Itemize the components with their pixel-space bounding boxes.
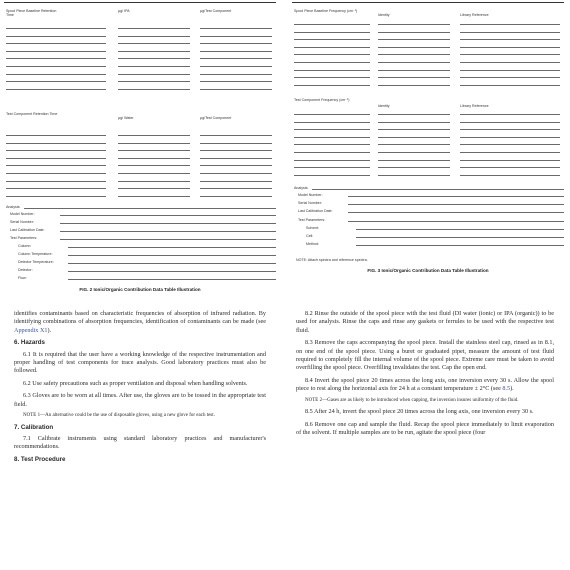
form-rule-line (6, 158, 106, 159)
form-rule-line (200, 89, 272, 90)
form-rule-line (118, 196, 190, 197)
form-rule-line (6, 81, 106, 82)
note-2: NOTE 2—Gases are as likely to be introduced when capping, the inversion insures uniformity of the fluid. (305, 397, 519, 403)
left-analysis-label: Analysis: (6, 205, 21, 209)
form-rule-line (6, 28, 106, 29)
field-rule-line (68, 255, 276, 256)
form-rule-line (118, 150, 190, 151)
form-rule-line (118, 143, 190, 144)
field-label: Detector Temperature: (18, 260, 54, 264)
field-label: Detector: (18, 268, 33, 272)
form-rule-line (460, 129, 560, 130)
form-rule-line (200, 28, 272, 29)
form-rule-line (378, 70, 450, 71)
form-rule-line (378, 62, 450, 63)
para-6-2: 6.2 Use safety precautions such as proper ventilation and disposal when handling solvents. (23, 379, 248, 387)
para-8-5: 8.5 After 24 h, invert the spool piece 20 times across the long axis, one inversion every 30 s. (305, 408, 534, 416)
form-rule-line (460, 167, 560, 168)
right-bottom-header-2: Identity (378, 104, 390, 108)
field-rule-line (348, 196, 564, 197)
form-rule-line (294, 114, 370, 115)
form-rule-line (118, 188, 190, 189)
field-label: Test Parameters: (10, 236, 38, 240)
para-8-3: 8.3 Remove the caps accompanying the spool piece. Install the stainless steel cap, rinsed as in 8.1, on one end of the spool piece. Using a buret or graduated pipet, measure the amount of test fluid required to completely fill the internal volume of the spool piece. Extreme care must be taken to avoid overfilling the spool piece. Overfilling invalidates the test. Cap the open end. (296, 339, 554, 372)
form-rule-line (378, 137, 450, 138)
right-note: NOTE: Attach spectra and reference spectra. (296, 258, 368, 262)
form-rule-line (6, 36, 106, 37)
form-rule-line (294, 167, 370, 168)
form-rule-line (6, 181, 106, 182)
form-rule-line (200, 36, 272, 37)
left-top-header-2: µg/ IPA (118, 9, 130, 13)
para-6-3: 6.3 Gloves are to be worn at all times. After use, the gloves are to be tossed in the appropriate test field. (14, 392, 266, 408)
form-rule-line (460, 85, 560, 86)
form-rule-line (200, 188, 272, 189)
para-7-1: 7.1 Calibrate instruments using standard laboratory practices and manufacturer's recommendations. (14, 435, 266, 451)
form-rule-line (200, 66, 272, 67)
form-rule-line (378, 39, 450, 40)
field-label: Serial Number: (10, 220, 34, 224)
form-rule-line (378, 47, 450, 48)
form-rule-line (6, 66, 106, 67)
field-rule-line (60, 231, 276, 232)
form-rule-line (378, 85, 450, 86)
form-rule-line (460, 39, 560, 40)
form-rule-line (378, 77, 450, 78)
field-rule-line (356, 245, 564, 246)
form-rule-line (200, 181, 272, 182)
form-rule-line (118, 158, 190, 159)
form-rule-line (460, 175, 560, 176)
right-form (288, 0, 570, 300)
form-rule-line (294, 54, 370, 55)
field-rule-line (356, 237, 564, 238)
form-rule-line (378, 122, 450, 123)
intro-paragraph: identifies contaminants based on characteristic frequencies of absorption of infrared radiation. By identifying combinations of absorption frequencies, identification of contaminants can be made (see Appendix X1). (14, 310, 266, 334)
form-rule-line (200, 150, 272, 151)
form-rule-line (118, 81, 190, 82)
form-rule-line (294, 32, 370, 33)
form-rule-line (6, 58, 106, 59)
right-body-text (296, 310, 554, 441)
form-rule-line (118, 74, 190, 75)
form-rule-line (294, 160, 370, 161)
para-8-6: 8.6 Remove one cap and sample the fluid. Recap the spool piece immediately to limit evaporation of the solvent. If multiple samples are to be run, agitate the spool piece (four (296, 420, 554, 437)
form-rule-line (294, 39, 370, 40)
form-rule-line (460, 114, 560, 115)
field-rule-line (60, 215, 276, 216)
form-rule-line (200, 143, 272, 144)
form-rule-line (200, 58, 272, 59)
field-rule-line (348, 204, 564, 205)
form-rule-line (200, 135, 272, 136)
right-top-header-1: Spool Piece Baseline Frequency (cm⁻¹) (294, 9, 358, 13)
form-rule-line (294, 24, 370, 25)
form-rule-line (460, 160, 560, 161)
right-figure-caption: FIG. 3 Ionic/Organic Contribution Data Table Illustration (367, 268, 489, 273)
form-rule-line (378, 167, 450, 168)
form-rule-line (378, 114, 450, 115)
left-figure-caption: FIG. 2 Ionic/Organic Contribution Data Table Illustration (79, 287, 201, 292)
form-rule-line (118, 89, 190, 90)
form-rule-line (460, 77, 560, 78)
para-8-4: 8.4 Invert the spool piece 20 times across the long axis, one inversion every 30 s. Allow the spool piece to rest along the horizontal axis for 24 h at a constant temperature ± 2°C (see 8.5). (296, 376, 554, 393)
form-rule-line (6, 143, 106, 144)
form-rule-line (378, 175, 450, 176)
field-rule-line (356, 229, 564, 230)
form-rule-line (118, 135, 190, 136)
form-rule-line (378, 54, 450, 55)
section-7-heading: 7. Calibration (14, 423, 54, 431)
form-rule-line (200, 165, 272, 166)
form-rule-line (118, 36, 190, 37)
form-rule-line (294, 77, 370, 78)
form-rule-line (460, 32, 560, 33)
left-bottom-header-1: Test Component Retention Time (6, 112, 58, 116)
form-rule-line (200, 51, 272, 52)
form-rule-line (6, 188, 106, 189)
form-rule-line (294, 85, 370, 86)
section-8-5-link[interactable]: 8.5 (502, 385, 511, 393)
form-rule-line (378, 129, 450, 130)
field-label: Column Temperature: (18, 252, 53, 256)
form-rule-line (378, 152, 450, 153)
form-rule-line (118, 51, 190, 52)
para-6-1: 6.1 It is required that the user have a working knowledge of the respective instrumentation and proper handling of test components for trace analysis. Good laboratory practices must also be followed. (14, 350, 266, 375)
field-label: Solvent: (306, 225, 319, 230)
field-label: Test Parameters: (298, 217, 326, 222)
form-rule-line (200, 43, 272, 44)
form-rule-line (460, 70, 560, 71)
right-top-header-3: Library Reference (460, 13, 489, 17)
form-rule-line (200, 81, 272, 82)
field-rule-line (68, 271, 276, 272)
field-label: Column: (18, 244, 32, 248)
form-rule-line (6, 173, 106, 174)
form-rule-line (460, 54, 560, 55)
form-rule-line (118, 173, 190, 174)
form-rule-line (200, 196, 272, 197)
field-rule-line (60, 223, 276, 224)
form-rule-line (118, 165, 190, 166)
form-rule-line (118, 28, 190, 29)
form-rule-line (294, 70, 370, 71)
form-rule-line (460, 62, 560, 63)
left-top-header-3: µg/Test Component (200, 9, 232, 13)
field-label: Model Number: (10, 212, 35, 216)
appendix-link[interactable]: Appendix X1 (14, 326, 48, 334)
field-label: Last Calibration Date: (10, 228, 45, 232)
form-rule-line (294, 122, 370, 123)
field-label: Method: (306, 242, 319, 247)
form-rule-line (378, 144, 450, 145)
form-rule-line (6, 150, 106, 151)
section-8-heading: 8. Test Procedure (14, 455, 66, 463)
form-rule-line (6, 165, 106, 166)
field-rule-line (348, 212, 564, 213)
note-1: NOTE 1—An alternative could be the use of disposable gloves, using a new glove for each test. (23, 413, 215, 419)
form-rule-line (378, 24, 450, 25)
form-rule-line (294, 62, 370, 63)
right-bottom-header-3: Library Reference (460, 104, 489, 108)
form-rule-line (460, 144, 560, 145)
form-rule-line (118, 66, 190, 67)
left-bottom-header-2: µg/ Water (118, 116, 134, 120)
para-8-2: 8.2 Rinse the outside of the spool piece with the test fluid (DI water (ionic) or IPA (organic)) to be used for analysis. Rinse the caps and rinse any gaskets or ferrules to be used with the respective test fluid. (296, 310, 554, 334)
field-rule-line (60, 239, 276, 240)
form-rule-line (118, 181, 190, 182)
left-form (0, 0, 280, 300)
form-rule-line (294, 144, 370, 145)
form-rule-line (294, 47, 370, 48)
section-6-heading: 6. Hazards (14, 339, 45, 347)
field-label: Model Number: (298, 193, 323, 197)
form-rule-line (200, 158, 272, 159)
field-label: Serial Number: (298, 201, 322, 206)
field-rule-line (348, 221, 564, 222)
field-rule-line (68, 279, 276, 280)
right-bottom-header-1: Test Component Frequency (cm⁻¹) (294, 98, 350, 102)
form-rule-line (460, 137, 560, 138)
form-rule-line (460, 122, 560, 123)
field-rule-line (68, 263, 276, 264)
form-rule-line (294, 129, 370, 130)
form-rule-line (6, 135, 106, 136)
field-rule-line (68, 247, 276, 248)
form-rule-line (460, 24, 560, 25)
form-rule-line (6, 74, 106, 75)
field-label: Last Calibration Date: (298, 209, 333, 214)
form-rule-line (294, 175, 370, 176)
form-rule-line (200, 173, 272, 174)
right-analysis-label: Analysis: (294, 186, 309, 190)
form-rule-line (294, 152, 370, 153)
form-rule-line (6, 43, 106, 44)
form-rule-line (200, 74, 272, 75)
field-label: Flow: (18, 276, 27, 280)
field-label: Cell: (306, 234, 314, 238)
form-rule-line (118, 43, 190, 44)
form-rule-line (378, 160, 450, 161)
form-rule-line (6, 51, 106, 52)
form-rule-line (460, 152, 560, 153)
form-rule-line (6, 89, 106, 90)
form-rule-line (378, 32, 450, 33)
left-top-header-1: Spool Piece Baseline Retention Time (6, 9, 57, 17)
left-bottom-header-3: µg/Test Component (200, 116, 232, 120)
form-rule-line (294, 137, 370, 138)
form-rule-line (6, 196, 106, 197)
right-top-header-2: Identity (378, 13, 390, 17)
form-rule-line (118, 58, 190, 59)
form-rule-line (460, 47, 560, 48)
left-body-text (14, 310, 266, 467)
